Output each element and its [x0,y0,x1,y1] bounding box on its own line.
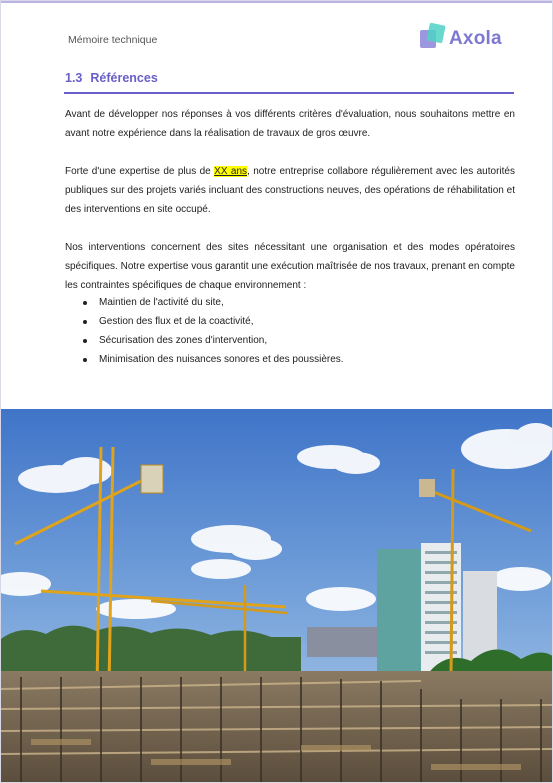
list-item [81,331,511,350]
bullet-icon [83,358,87,362]
bullet-icon [83,320,87,324]
paragraph-interventions: Nos interventions concernent des sites nécessitant une organisation et des modes opératoires spécifiques. Notre expertise vous garantit une exécution maîtrisée de nos travaux, prenant en compte les contraintes spécifiques de chaque environnement : [65,242,515,291]
list-item-text: Sécurisation des zones d'intervention, [99,335,268,346]
section-heading [65,71,158,85]
bullet-icon [83,301,87,305]
section-divider [64,92,514,94]
paragraph-expertise [65,162,515,219]
list-item [81,293,511,312]
paragraph-expertise-start: Forte d'une expertise de plus de [65,166,215,177]
section-title: Références [90,71,158,85]
header-label: Mémoire technique [68,34,158,46]
section-number: 1.3 [65,71,83,85]
list-item-text: Gestion des flux et de la coactivité, [99,316,254,327]
constraints-list [81,293,511,369]
top-border [1,1,553,3]
highlighted-years: XX ans [214,166,248,177]
list-item [81,312,511,331]
paragraph-expertise-end: , notre entreprise collabore régulièrement avec les autorités publiques sur des projets variés incluant des constructions neuves, des opérations de réhabilitation et des interventions en site occupé. [65,166,515,215]
list-item-text: Minimisation des nuisances sonores et des poussières. [99,354,344,365]
axola-logo-icon [418,22,448,52]
company-logo [418,22,518,56]
construction-site-photo [1,409,553,783]
bullet-icon [83,339,87,343]
list-item [81,350,511,369]
logo-text: Axola [449,28,502,49]
list-item-text: Maintien de l'activité du site, [99,297,224,308]
paragraph-intro: Avant de développer nos réponses à vos différents critères d'évaluation, nous souhaitons mettre en avant notre expérience dans la réalisation de travaux de gros œuvre. [65,109,515,139]
